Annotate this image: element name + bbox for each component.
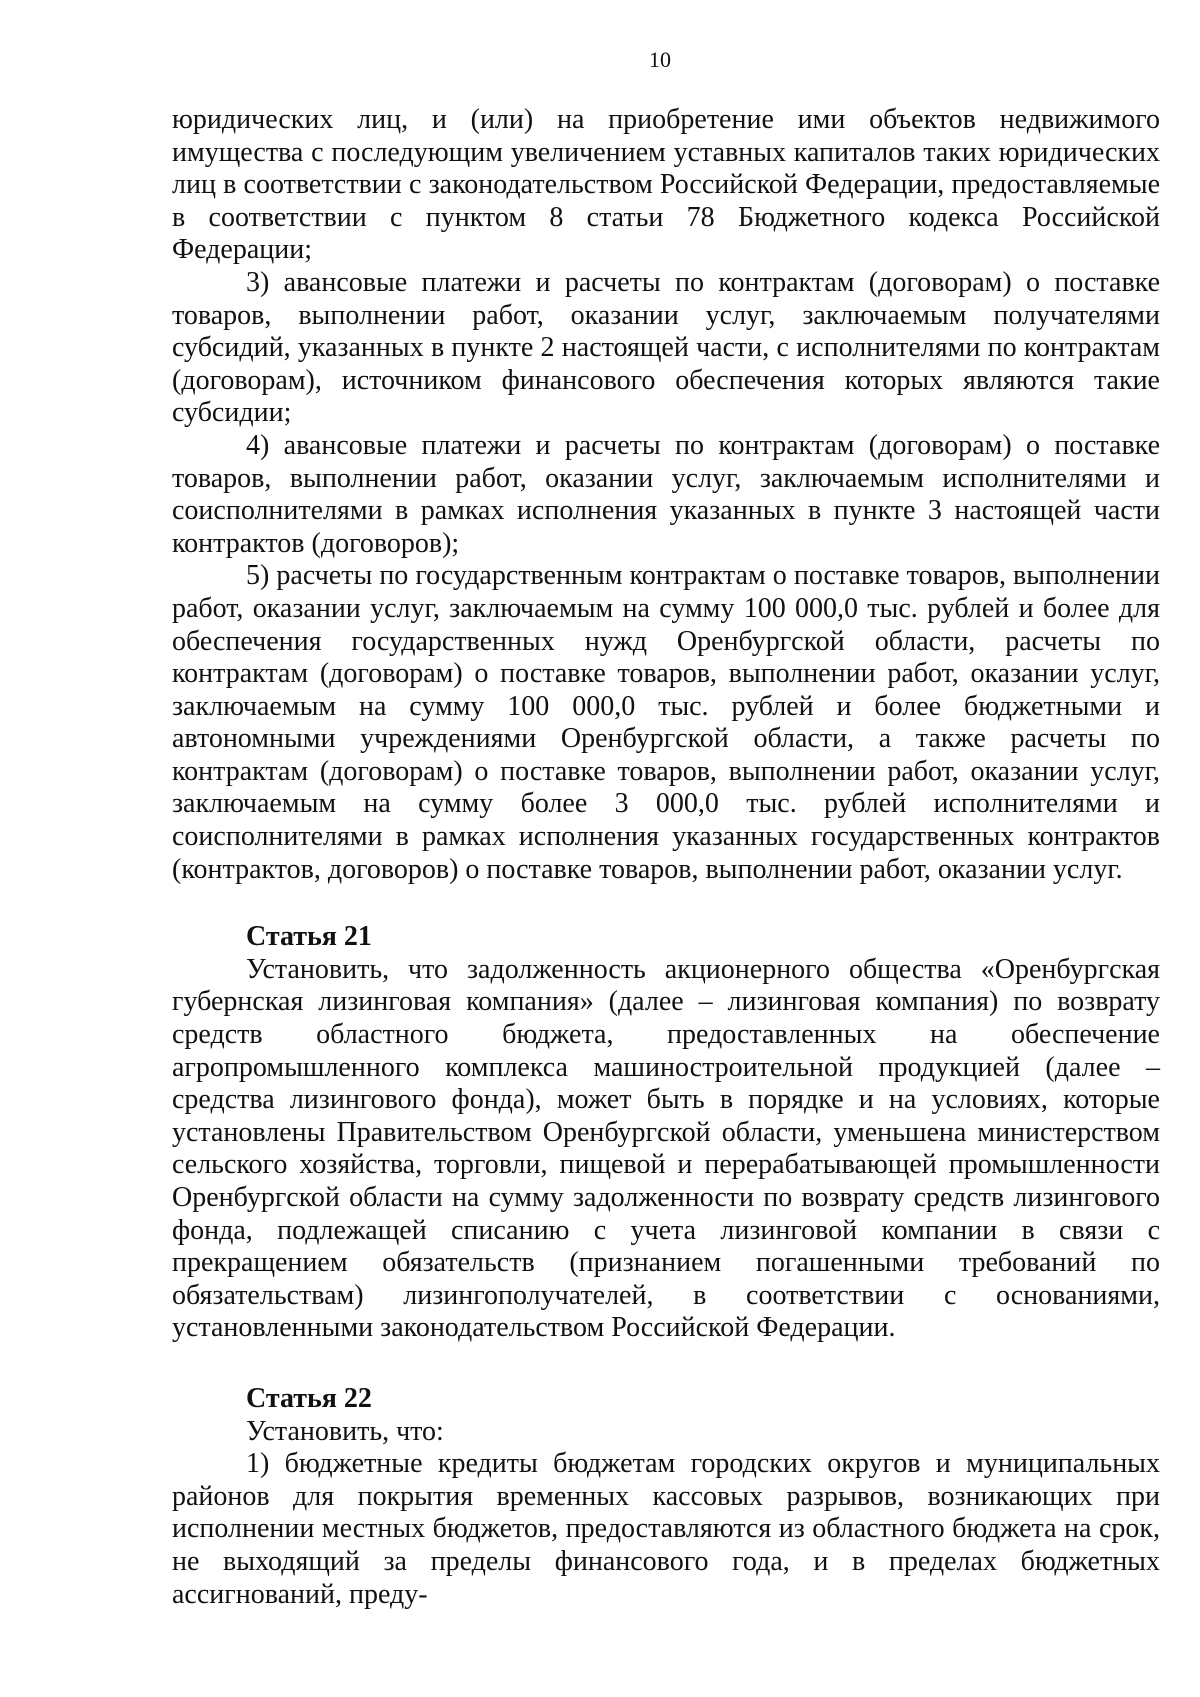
article-21-text: Установить, что задолженность акционерного общества «Оренбургская губернская лизинговая компания» (далее – лизинговая компания) по возврату средств областного бюджета, предоставленных на обеспечение агропромышленного комплекса машиностроительной продукцией (далее – средства лизингового фонда), может быть в порядке и на условиях, которые установлены Правительством Оренбургской области, уменьшена министерством сельского хозяйства, торговли, пищевой и перерабатывающей промышленности Оренбургской области на сумму задолженности по возврату средств лизингового фонда, подлежащей списанию с учета лизинговой компании в связи с прекращением обязательств (признанием погашенными требований по обязательствам) лизингополучателей, в соответствии с основаниями, установленными законодательством Российской Федерации. — [172, 953, 1160, 1344]
document-body — [172, 104, 1160, 1611]
page-number: 10 — [649, 47, 671, 72]
article-22-item-1: 1) бюджетные кредиты бюджетам городских округов и муниципальных районов для покрытия временных кассовых разрывов, возникающих при исполнении местных бюджетов, предоставляются из областного бюджета на срок, не выходящий за пределы финансового года, и в пределах бюджетных ассигнований, преду- — [172, 1448, 1160, 1610]
paragraph-continuation: юридических лиц, и (или) на приобретение ими объектов недвижимого имущества с последующим увеличением уставных капиталов таких юридических лиц в соответствии с законодательством Российской Федерации, предоставляемые в соответствии с пунктом 8 статьи 78 Бюджетного кодекса Российской Федерации; — [172, 104, 1160, 266]
article-21-heading: Статья 21 — [246, 921, 372, 953]
paragraph-item-5: 5) расчеты по государственным контрактам о поставке товаров, выполнении работ, оказании услуг, заключаемым на сумму 100 000,0 тыс. рублей и более для обеспечения государственных нужд Оренбургской области, расчеты по контрактам (договорам) о поставке товаров, выполнении работ, оказании услуг, заключаемым на сумму 100 000,0 тыс. рублей и более бюджетными и автономными учреждениями Оренбургской области, а также расчеты по контрактам (договорам) о поставке товаров, выполнении работ, оказании услуг, заключаемым на сумму более 3 000,0 тыс. рублей исполнителями и соисполнителями в рамках исполнения указанных государственных контрактов (контрактов, договоров) о поставке товаров, выполнении работ, оказании услуг. — [172, 560, 1160, 885]
paragraph-item-3: 3) авансовые платежи и расчеты по контрактам (договорам) о поставке товаров, выполнении работ, оказании услуг, заключаемым получателями субсидий, указанных в пункте 2 настоящей части, с исполнителями по контрактам (договорам), источником финансового обеспечения которых являются такие субсидии; — [172, 266, 1160, 429]
article-22-intro: Установить, что: — [246, 1415, 444, 1447]
article-22-heading: Статья 22 — [246, 1382, 372, 1414]
paragraph-item-4: 4) авансовые платежи и расчеты по контрактам (договорам) о поставке товаров, выполнении работ, оказании услуг, заключаемым исполнителями и соисполнителями в рамках исполнения указанных в пункте 3 настоящей части контрактов (договоров); — [172, 429, 1160, 559]
